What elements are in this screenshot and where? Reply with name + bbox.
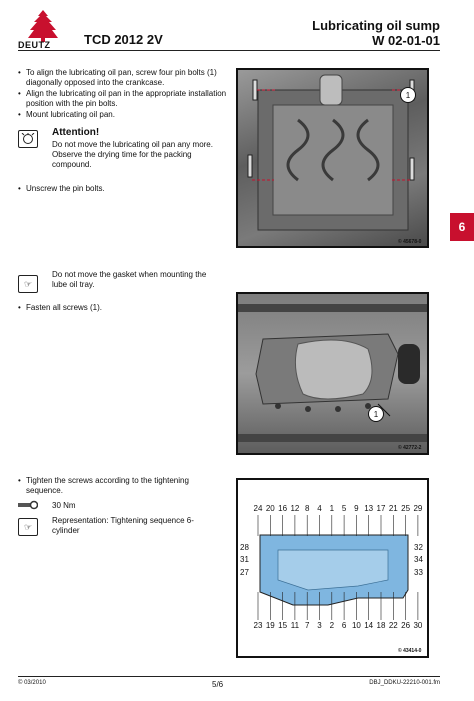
bottom-sequence-number: 22 <box>388 621 398 630</box>
hand-note-icon: ☞ <box>18 275 38 293</box>
top-sequence-number: 13 <box>364 504 374 513</box>
side-number: 28 <box>240 543 249 552</box>
attention-line: Do not move the lubricating oil pan any more. <box>52 140 213 149</box>
section1-after <box>18 184 228 195</box>
callout-number: 1 <box>405 90 411 100</box>
top-sequence-number: 24 <box>253 504 263 513</box>
page-title: Lubricating oil sump <box>312 18 440 33</box>
bottom-sequence-number: 30 <box>413 621 423 630</box>
top-sequence-number: 5 <box>341 504 347 513</box>
header-divider <box>18 50 440 51</box>
footer-filename: DBJ_DDKU-22210-001.fm <box>369 680 440 686</box>
top-sequence-number: 21 <box>388 504 398 513</box>
callout-number: 1 <box>373 409 379 419</box>
top-sequence-number: 16 <box>278 504 288 513</box>
top-sequence-number: 20 <box>265 504 275 513</box>
brand-name: DEUTZ <box>18 40 51 50</box>
figure-id: © 43414-0 <box>398 648 422 654</box>
attention-text <box>52 140 222 170</box>
top-sequence-number: 4 <box>317 504 322 513</box>
chapter-number: 6 <box>458 220 466 234</box>
callout-circle <box>400 87 416 103</box>
bottom-sequence-number: 10 <box>351 621 361 630</box>
top-sequence-number: 8 <box>304 504 310 513</box>
hand-note-icon: ☞ <box>18 518 38 536</box>
list-item: • Fasten all screws (1). <box>18 303 228 313</box>
bottom-sequence-number: 15 <box>278 621 288 630</box>
top-sequence-number: 9 <box>354 504 359 513</box>
footer-date: © 03/2010 <box>18 680 46 686</box>
attention-line: Observe the drying time for the packing compound. <box>52 150 192 169</box>
side-number: 34 <box>414 555 423 564</box>
bottom-sequence-number: 14 <box>364 621 374 630</box>
bottom-sequence-number: 3 <box>317 621 322 630</box>
page-number: 5/6 <box>212 680 224 689</box>
figure-oil-tray <box>236 292 429 455</box>
top-sequence-number: 29 <box>413 504 423 513</box>
side-number: 33 <box>414 568 423 577</box>
bottom-sequence-number: 26 <box>401 621 411 630</box>
bottom-sequence-number: 19 <box>265 621 275 630</box>
engine-model: TCD 2012 2V <box>84 32 163 47</box>
bottom-sequence-number: 2 <box>329 621 335 630</box>
side-number: 27 <box>240 568 249 577</box>
chapter-tab[interactable] <box>450 213 474 241</box>
engine-block-illustration <box>238 70 427 246</box>
attention-title: Attention! <box>52 127 100 138</box>
torque-wrench-icon <box>18 500 38 510</box>
bottom-sequence-number: 18 <box>376 621 386 630</box>
bottom-sequence-number: 11 <box>290 621 300 630</box>
footer-divider <box>18 676 440 677</box>
bottom-sequence-number: 23 <box>253 621 263 630</box>
figure-id: © 42772-2 <box>398 445 422 451</box>
top-sequence-number: 25 <box>401 504 411 513</box>
torque-value: 30 Nm <box>52 501 76 510</box>
section2-text <box>18 303 228 314</box>
section3-text <box>18 476 228 497</box>
attention-icon <box>18 130 38 148</box>
list-item: • Tighten the screws according to the tightening sequence. <box>18 476 228 496</box>
top-sequence-number: 12 <box>290 504 300 513</box>
callout-circle <box>368 406 384 422</box>
side-number: 31 <box>240 555 249 564</box>
section2-note: Do not move the gasket when mounting the lube oil tray. <box>52 270 207 289</box>
bottom-sequence-number: 6 <box>341 621 347 630</box>
oil-tray-illustration <box>238 294 427 453</box>
bottom-sequence-number: 7 <box>304 621 310 630</box>
top-sequence-number: 1 <box>329 504 335 513</box>
list-item: • To align the lubricating oil pan, screw four pin bolts (1) diagonally opposed into the crankcase. <box>18 68 228 88</box>
document-code: W 02-01-01 <box>372 33 440 48</box>
representation-note: Representation: Tightening sequence 6-cylinder <box>52 516 194 535</box>
figure-tightening-sequence <box>236 478 429 658</box>
top-sequence-number: 17 <box>376 504 386 513</box>
list-item: • Unscrew the pin bolts. <box>18 184 228 194</box>
figure-id: © 45678-0 <box>398 239 422 245</box>
side-number: 32 <box>414 543 423 552</box>
section1-text <box>18 68 228 121</box>
list-item: • Mount lubricating oil pan. <box>18 110 228 120</box>
list-item: • Align the lubricating oil pan in the appropriate installation position with the pin bolts. <box>18 89 228 109</box>
